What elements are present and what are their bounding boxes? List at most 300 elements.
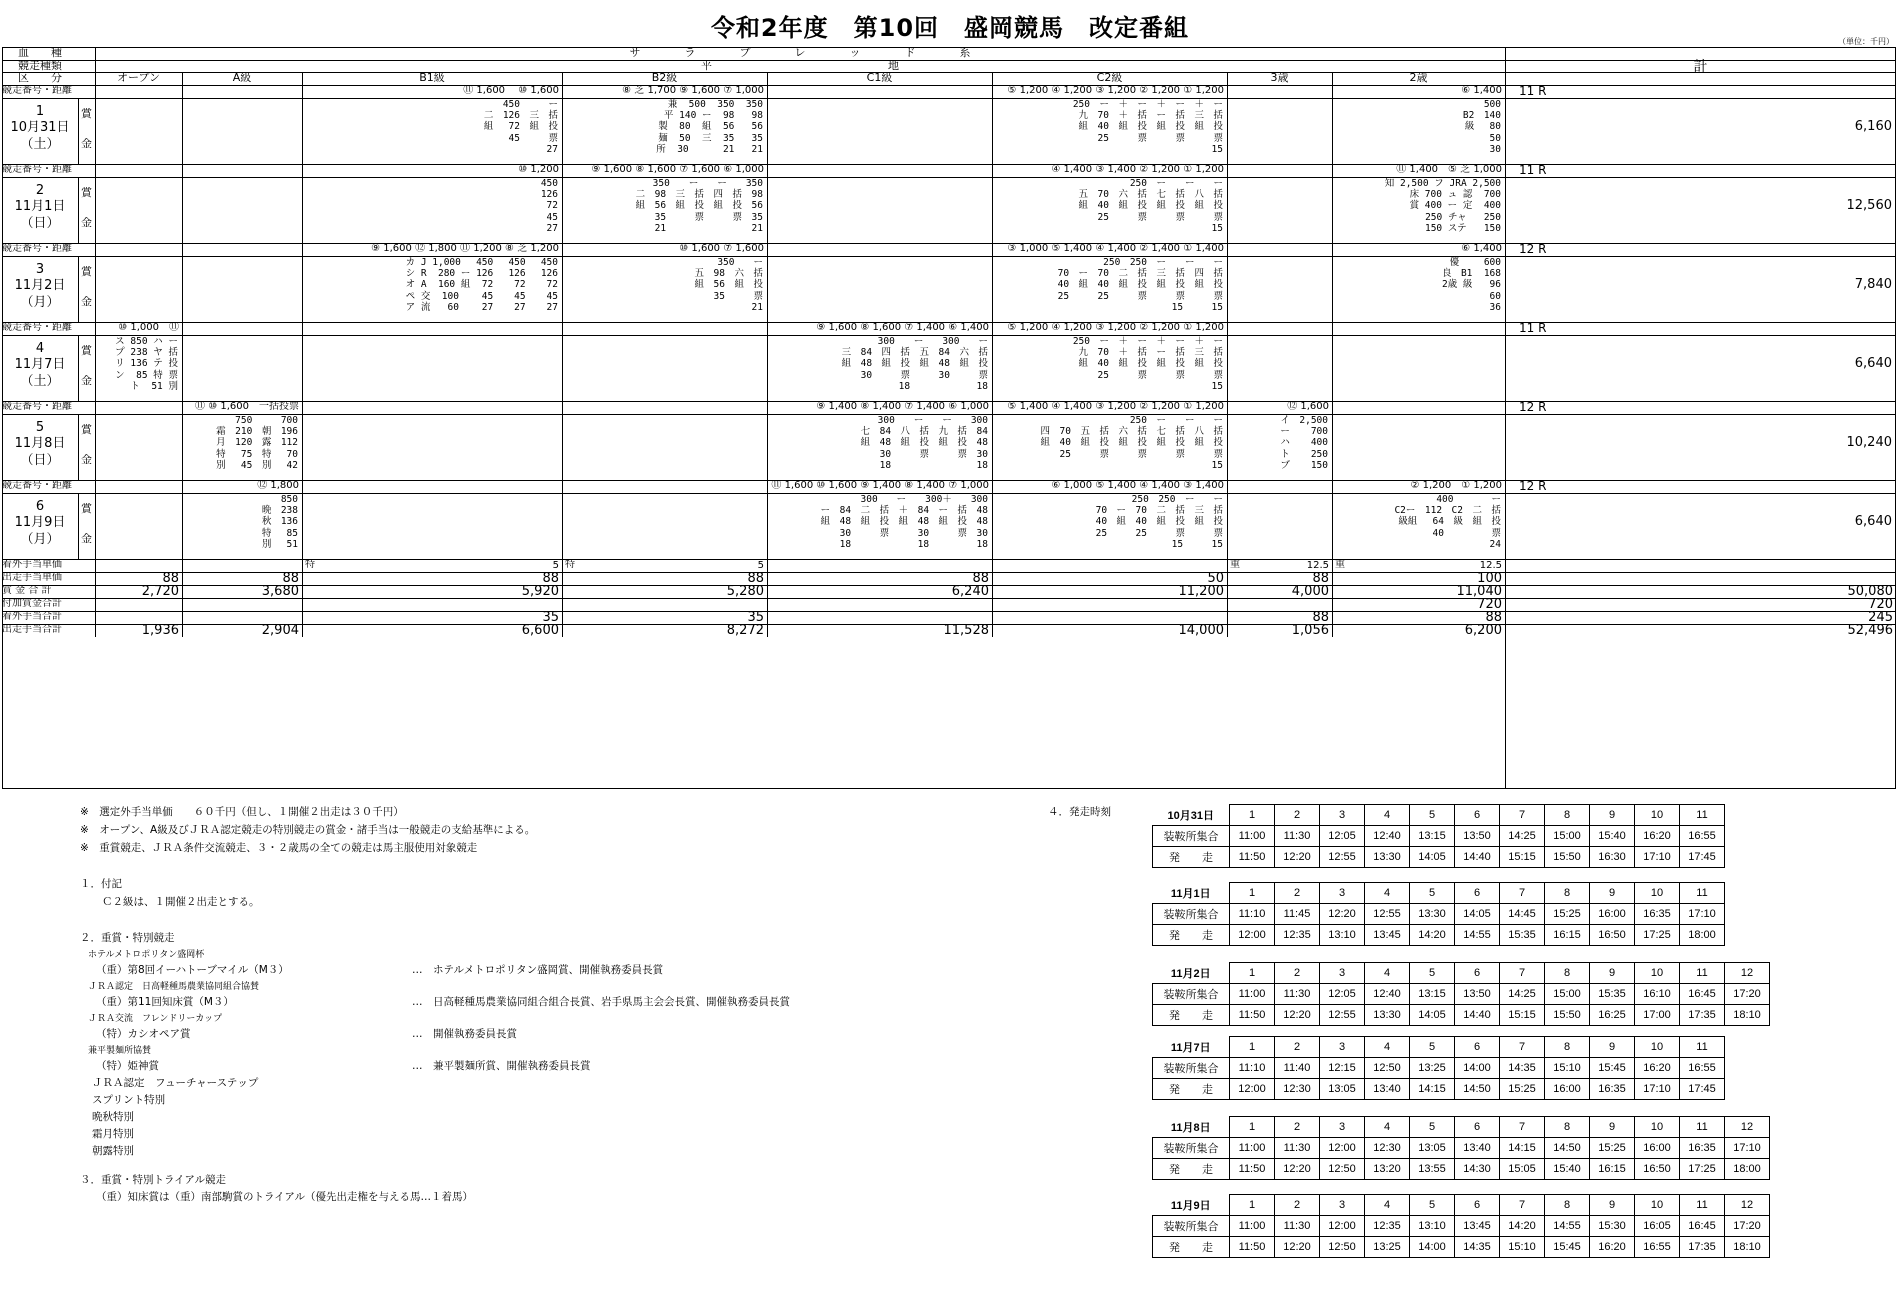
day-date: 11月1日 — [14, 199, 66, 215]
race-no-label: 競走番号・距離 — [2, 243, 72, 254]
race-distance-c1: ⑨ 1,600 ⑧ 1,600 ⑦ 1,400 ⑥ 1,400 — [816, 322, 989, 333]
time-cell: 11:00 — [1230, 984, 1275, 1005]
section-3: ３．重賞・特別トライアル競走 — [80, 1174, 226, 1186]
v-rule — [562, 322, 563, 401]
race-number: 6 — [1455, 1195, 1500, 1216]
race-number: 5 — [1410, 963, 1455, 984]
time-cell: 11:50 — [1230, 847, 1275, 868]
v-rule — [767, 559, 768, 572]
prize-breakdown-c2: 250 ー ー ー 五 70 六 括 七 括 八 括 組 40 組 投 組 投 組 投 25 票 票 票 15 — [1078, 178, 1223, 234]
summary-value-y3: 4,000 — [1291, 585, 1329, 598]
race-distance-c2: ⑤ 1,200 ④ 1,200 ③ 1,200 ② 1,200 ① 1,200 — [1007, 322, 1224, 333]
v-rule — [95, 480, 96, 559]
race-number: 8 — [1545, 1195, 1590, 1216]
prize-label: 賞 — [81, 266, 92, 278]
race-3: （特）カシオペア賞 — [96, 1028, 191, 1040]
class-header-y3: 3歳 — [1270, 72, 1289, 84]
race-number: 7 — [1500, 805, 1545, 826]
time-cell: 13:50 — [1455, 826, 1500, 847]
race-distance-c1: ⑨ 1,400 ⑧ 1,400 ⑦ 1,400 ⑥ 1,000 — [816, 401, 989, 412]
section-2: ２．重賞・特別競走 — [80, 932, 175, 944]
race-number: 2 — [1275, 1117, 1320, 1138]
v-rule — [767, 611, 768, 624]
time-cell: 13:05 — [1320, 1079, 1365, 1100]
type-value: 平 地 — [701, 60, 899, 72]
race-no-label: 競走番号・距離 — [2, 322, 72, 333]
time-cell: 15:10 — [1545, 1058, 1590, 1079]
race-number: 2 — [1275, 883, 1320, 904]
race-distance-b2: ⑧ 芝 1,700 ⑨ 1,600 ⑦ 1,000 — [622, 85, 764, 96]
race-number: 11 — [1680, 963, 1725, 984]
race-number: 5 — [1410, 1117, 1455, 1138]
time-row-label: 装鞍所集合 — [1153, 1216, 1230, 1237]
section-1: １．付記 — [80, 878, 122, 890]
v-rule — [767, 164, 768, 243]
race-number: 4 — [1365, 1117, 1410, 1138]
race-1: （重）第8回イーハトーブマイル（M３） — [96, 964, 289, 976]
race-number: 9 — [1590, 1117, 1635, 1138]
time-cell: 11:30 — [1275, 984, 1320, 1005]
class-header-y2: 2歳 — [1409, 72, 1428, 84]
time-cell: 11:30 — [1275, 1138, 1320, 1159]
time-cell: 12:50 — [1320, 1159, 1365, 1180]
time-cell: 12:50 — [1365, 1058, 1410, 1079]
race-number: 1 — [1230, 1195, 1275, 1216]
summary-value-c1: 11,528 — [943, 624, 989, 637]
time-cell: 12:40 — [1365, 826, 1410, 847]
summary-value-total: 720 — [1868, 598, 1893, 611]
time-cell: 16:10 — [1635, 984, 1680, 1005]
summary-value-y2: 100 — [1477, 572, 1502, 585]
time-cell: 17:10 — [1725, 1138, 1770, 1159]
v-rule — [1332, 401, 1333, 480]
prize-breakdown-a: 750 700 霜 210 朝 196 月 120 露 112 特 75 特 70 別 45 別 42 — [216, 415, 298, 471]
time-row-label: 発 走 — [1153, 1079, 1230, 1100]
v-rule — [182, 611, 183, 624]
time-cell: 15:05 — [1500, 1159, 1545, 1180]
race-number: 7 — [1500, 883, 1545, 904]
time-row-label: 発 走 — [1153, 847, 1230, 868]
time-cell: 13:45 — [1455, 1216, 1500, 1237]
class-header-c2: C2級 — [1096, 72, 1123, 84]
day-date: 11月7日 — [14, 357, 66, 373]
race-number: 9 — [1590, 1195, 1635, 1216]
summary-label: 付加賞金合計 — [2, 598, 62, 609]
race-schedule-table — [2, 47, 1896, 789]
time-cell: 18:10 — [1725, 1237, 1770, 1258]
time-cell: 16:55 — [1680, 1058, 1725, 1079]
race-count: 11 R — [1519, 164, 1547, 177]
race-number: 3 — [1320, 963, 1365, 984]
time-cell: 15:15 — [1500, 847, 1545, 868]
prize-breakdown-c1: 300 ー 300＋ 300 ー 84 二 括 ＋ 84 ー 括 48 組 48 組 投 組 48 組 投 48 30 票 30 票 30 18 18 18 — [820, 494, 988, 550]
race-number: 6 — [1455, 1037, 1500, 1058]
race-distance-c2: ④ 1,400 ③ 1,400 ② 1,200 ① 1,200 — [1051, 164, 1224, 175]
race-number: 4 — [1365, 963, 1410, 984]
v-rule — [1227, 243, 1228, 322]
race-number: 6 — [1455, 1117, 1500, 1138]
summary-value-y2: 12.5 — [1479, 560, 1502, 571]
v-rule — [767, 243, 768, 322]
time-cell: 16:45 — [1680, 984, 1725, 1005]
time-cell: 14:55 — [1545, 1216, 1590, 1237]
race-number: 3 — [1320, 1117, 1365, 1138]
day-number: 4 — [35, 341, 45, 356]
race-distance-c2: ⑤ 1,400 ④ 1,400 ③ 1,200 ② 1,200 ① 1,200 — [1007, 401, 1224, 412]
prize-breakdown-open: ス 850 ハ ー プ 238 ヤ 括 リ 136 テ 投 ン 85 特 票 ト 51 別 — [115, 336, 178, 392]
day-total: 6,640 — [1854, 357, 1892, 371]
v-rule — [95, 401, 96, 480]
day-number: 6 — [35, 499, 45, 514]
time-row-label: 装鞍所集合 — [1153, 826, 1230, 847]
time-cell: 13:20 — [1365, 1159, 1410, 1180]
time-cell: 18:10 — [1725, 1005, 1770, 1026]
prize-breakdown-c1: 300 ー 300 ー 三 84 四 括 五 84 六 括 組 48 組 投 組 48 組 投 30 票 30 票 18 18 — [841, 336, 988, 392]
race-4: （特）姫神賞 — [96, 1060, 159, 1072]
summary-label: 出走手当単価 — [2, 572, 62, 583]
time-cell: 16:05 — [1635, 1216, 1680, 1237]
race-number: 10 — [1635, 963, 1680, 984]
time-cell: 16:55 — [1635, 1237, 1680, 1258]
section-1-text: Ｃ２級は、１開催２出走とする。 — [102, 896, 260, 908]
day-number: 5 — [35, 420, 45, 435]
time-cell: 14:05 — [1410, 847, 1455, 868]
breed-value: サ ラ ブ レ ッ ド 系 — [629, 47, 971, 59]
summary-value-y2: 88 — [1485, 611, 1502, 624]
time-cell: 17:45 — [1680, 1079, 1725, 1100]
day-number: 1 — [35, 104, 45, 119]
class-header-b2: B2級 — [651, 72, 678, 84]
time-cell: 15:40 — [1545, 1159, 1590, 1180]
time-row-label: 装鞍所集合 — [1153, 904, 1230, 925]
summary-value-b1: 88 — [542, 572, 559, 585]
race-number: 5 — [1410, 1037, 1455, 1058]
race-number: 3 — [1320, 883, 1365, 904]
time-cell: 11:00 — [1230, 1216, 1275, 1237]
start-time-table — [1152, 1036, 1725, 1100]
time-cell: 13:10 — [1320, 925, 1365, 946]
class-header-b1: B1級 — [419, 72, 445, 84]
prize-label: 賞 — [81, 503, 92, 515]
prize-label: 賞 — [81, 187, 92, 199]
time-cell: 12:00 — [1320, 1138, 1365, 1159]
type-label: 競走種類 — [18, 60, 62, 72]
time-cell: 14:05 — [1455, 904, 1500, 925]
summary-value-y3: 1,056 — [1291, 624, 1329, 637]
time-cell: 14:05 — [1410, 1005, 1455, 1026]
race-number: 1 — [1230, 963, 1275, 984]
time-cell: 17:25 — [1680, 1159, 1725, 1180]
day-date: 11月9日 — [14, 515, 66, 531]
time-cell: 12:55 — [1320, 847, 1365, 868]
time-cell: 16:20 — [1590, 1237, 1635, 1258]
race-number: 7 — [1500, 1037, 1545, 1058]
summary-value-a: 3,680 — [261, 585, 299, 598]
time-cell: 12:40 — [1365, 984, 1410, 1005]
time-cell: 12:55 — [1365, 904, 1410, 925]
time-cell: 16:25 — [1590, 1005, 1635, 1026]
prize-label: 賞 — [81, 345, 92, 357]
time-cell: 12:05 — [1320, 984, 1365, 1005]
time-cell: 12:50 — [1320, 1237, 1365, 1258]
time-cell: 17:00 — [1635, 1005, 1680, 1026]
day-number: 3 — [35, 262, 45, 277]
summary-value-y3: 88 — [1312, 611, 1329, 624]
summary-prefix-b1: 特 — [305, 559, 315, 570]
prize-label: 賞 — [81, 108, 92, 120]
time-cell: 13:30 — [1410, 904, 1455, 925]
time-row-label: 発 走 — [1153, 1005, 1230, 1026]
summary-value-b1: 35 — [542, 611, 559, 624]
race-distance-c1: ⑪ 1,600 ⑩ 1,600 ⑨ 1,400 ⑧ 1,400 ⑦ 1,000 — [771, 480, 989, 491]
day-total: 12,560 — [1846, 199, 1892, 213]
time-cell: 13:30 — [1365, 1005, 1410, 1026]
table-date: 11月1日 — [1170, 887, 1211, 900]
race-distance-b2: ⑨ 1,600 ⑧ 1,600 ⑦ 1,600 ⑥ 1,000 — [591, 164, 764, 175]
notes-section — [0, 790, 1900, 1308]
time-cell: 16:30 — [1590, 847, 1635, 868]
time-cell: 18:00 — [1680, 925, 1725, 946]
race-number: 3 — [1320, 1195, 1365, 1216]
summary-prefix-y3: 重 — [1230, 559, 1240, 570]
prize-breakdown-c2: 250 ー ＋ ー ＋ ー ＋ ー 九 70 ＋ 括 ー 括 三 括 組 40 組 投 組 投 組 投 25 票 票 票 15 — [1072, 99, 1223, 155]
summary-value-c1: 88 — [972, 572, 989, 585]
start-time-table — [1152, 882, 1725, 946]
table-date: 11月8日 — [1170, 1121, 1211, 1134]
v-rule — [182, 164, 183, 243]
start-time-table — [1152, 962, 1770, 1026]
v-rule — [562, 480, 563, 559]
race-number: 9 — [1590, 883, 1635, 904]
time-cell: 11:30 — [1275, 1216, 1320, 1237]
race-distance-y2: ② 1,200 ① 1,200 — [1410, 480, 1502, 491]
v-rule — [182, 243, 183, 322]
time-cell: 14:50 — [1455, 1079, 1500, 1100]
race-number: 11 — [1680, 1117, 1725, 1138]
v-rule — [95, 164, 96, 243]
race-number: 10 — [1635, 1195, 1680, 1216]
time-cell: 13:25 — [1410, 1058, 1455, 1079]
summary-prefix-b2: 特 — [565, 559, 575, 570]
v-rule — [1227, 322, 1228, 401]
race-number: 1 — [1230, 883, 1275, 904]
prize-label: 賞 — [81, 424, 92, 436]
time-cell: 12:20 — [1275, 1237, 1320, 1258]
time-cell: 14:00 — [1410, 1237, 1455, 1258]
summary-label: 着外手当合計 — [2, 611, 62, 622]
day-label — [2, 499, 78, 559]
time-cell: 13:50 — [1455, 984, 1500, 1005]
sponsor-2: ＪＲＡ認定 日高軽種馬農業協同組合協賛 — [88, 982, 260, 992]
time-cell: 17:25 — [1635, 925, 1680, 946]
time-row-label: 装鞍所集合 — [1153, 1138, 1230, 1159]
time-cell: 14:55 — [1455, 925, 1500, 946]
note-2: ※ オープン、A級及びＪＲＡ認定競走の特別競走の賞金・諸手当は一般競走の支給基準による。 — [80, 824, 536, 836]
time-cell: 12:55 — [1320, 1005, 1365, 1026]
time-cell: 11:40 — [1275, 1058, 1320, 1079]
time-cell: 15:25 — [1590, 1138, 1635, 1159]
time-cell: 11:00 — [1230, 1138, 1275, 1159]
prize-breakdown-c2: 250 ー ＋ ー ＋ ー ＋ ー 九 70 ＋ 括 ー 括 三 括 組 40 組 投 組 投 組 投 25 票 票 票 15 — [1072, 336, 1223, 392]
race-number: 4 — [1365, 883, 1410, 904]
h-rule — [2, 256, 1896, 257]
prize-breakdown-c2: 250 250 ー ー ー 70 ー 70 二 括 三 括 四 括 40 組 40 組 投 組 投 組 投 25 25 票 票 票 15 15 — [1057, 257, 1223, 313]
time-cell: 11:10 — [1230, 904, 1275, 925]
sponsor-3: ＪＲＡ交流 フレンドリーカップ — [88, 1014, 223, 1024]
day-weekday: （月） — [20, 531, 60, 547]
race-number: 11 — [1680, 805, 1725, 826]
race-number: 5 — [1410, 1195, 1455, 1216]
h-rule — [2, 177, 1896, 178]
class-header-open: オープン — [116, 72, 160, 84]
day-weekday: （土） — [20, 373, 60, 389]
time-cell: 11:00 — [1230, 826, 1275, 847]
time-cell: 13:10 — [1410, 1216, 1455, 1237]
race-distance-y2: ⑪ 1,400 ⑤ 芝 1,000 — [1396, 164, 1502, 175]
race-number: 11 — [1680, 1037, 1725, 1058]
race-number: 7 — [1500, 1195, 1545, 1216]
race-number: 12 — [1725, 1117, 1770, 1138]
prize-breakdown-y2: 知 2,500 フ JRA 2,500 床 700 ュ 認 700 賞 400 ー 定 400 250 チャ 250 150 ステ 150 — [1384, 178, 1501, 234]
start-time-table — [1152, 1194, 1770, 1258]
summary-label: 賞 金 合 計 — [2, 585, 52, 596]
time-cell: 14:30 — [1455, 1159, 1500, 1180]
v-rule — [182, 559, 183, 572]
table-date: 11月9日 — [1170, 1199, 1211, 1212]
day-number: 2 — [35, 183, 45, 198]
time-cell: 12:30 — [1275, 1079, 1320, 1100]
time-cell: 13:15 — [1410, 984, 1455, 1005]
summary-value-c1: 6,240 — [951, 585, 989, 598]
summary-prefix-y2: 重 — [1335, 559, 1345, 570]
race-number: 6 — [1455, 963, 1500, 984]
race-number: 8 — [1545, 883, 1590, 904]
time-cell: 16:20 — [1635, 826, 1680, 847]
race-number: 8 — [1545, 805, 1590, 826]
v-rule — [95, 598, 96, 611]
time-cell: 14:35 — [1500, 1058, 1545, 1079]
race-number: 5 — [1410, 883, 1455, 904]
race-number: 12 — [1725, 963, 1770, 984]
time-cell: 15:15 — [1500, 1005, 1545, 1026]
race-distance-a: ⑫ 1,800 — [257, 480, 299, 491]
summary-value-c2: 50 — [1207, 572, 1224, 585]
time-cell: 16:00 — [1545, 1079, 1590, 1100]
page-title: 令和2年度 第10回 盛岡競馬 改定番組 — [710, 14, 1190, 42]
summary-value-open: 88 — [162, 572, 179, 585]
table-date: 11月7日 — [1170, 1041, 1211, 1054]
table-date: 11月2日 — [1170, 967, 1211, 980]
v-rule — [302, 480, 303, 559]
race-count: 12 R — [1519, 401, 1547, 414]
race-number: 1 — [1230, 805, 1275, 826]
day-label — [2, 183, 78, 243]
time-cell: 16:00 — [1590, 904, 1635, 925]
summary-value-b2: 88 — [747, 572, 764, 585]
time-cell: 13:15 — [1410, 826, 1455, 847]
summary-value-b2: 8,272 — [726, 624, 764, 637]
race-number: 10 — [1635, 1117, 1680, 1138]
time-cell: 17:35 — [1680, 1005, 1725, 1026]
time-cell: 16:35 — [1590, 1079, 1635, 1100]
money-label: 金 — [81, 217, 92, 229]
race-number: 6 — [1455, 883, 1500, 904]
race-no-label: 競走番号・距離 — [2, 401, 72, 412]
time-cell: 14:25 — [1500, 984, 1545, 1005]
race-count: 12 R — [1519, 243, 1547, 256]
time-cell: 11:50 — [1230, 1159, 1275, 1180]
race-number: 4 — [1365, 1195, 1410, 1216]
class-header-c1: C1級 — [866, 72, 893, 84]
v-rule — [767, 85, 768, 164]
start-time-table — [1152, 1116, 1770, 1180]
summary-value-total: 52,496 — [1847, 624, 1893, 637]
race-distance-b1: ⑪ 1,600 ⑩ 1,600 — [463, 85, 559, 96]
race-number: 8 — [1545, 1037, 1590, 1058]
time-cell: 15:45 — [1545, 1237, 1590, 1258]
prize-breakdown-y2: 優 600 良 B1 168 2歳 級 96 60 36 — [1441, 257, 1501, 313]
v-rule — [302, 322, 303, 401]
day-date: 11月8日 — [14, 436, 66, 452]
summary-value-b2: 35 — [747, 611, 764, 624]
time-cell: 13:55 — [1410, 1159, 1455, 1180]
prize-breakdown-y2: 500 B2 140 級 80 50 30 — [1462, 99, 1501, 155]
time-cell: 12:20 — [1320, 904, 1365, 925]
prize-breakdown-y3: イ 2,500 ー 700 ハ 400 ト 250 ブ 150 — [1280, 415, 1328, 471]
v-rule — [562, 598, 563, 611]
v-rule — [992, 72, 993, 85]
time-cell: 15:45 — [1590, 1058, 1635, 1079]
time-cell: 14:00 — [1455, 1058, 1500, 1079]
race-no-label: 競走番号・距離 — [2, 480, 72, 491]
v-rule — [767, 72, 768, 85]
time-cell: 14:35 — [1455, 1237, 1500, 1258]
race-distance-b2: ⑩ 1,600 ⑦ 1,600 — [679, 243, 764, 254]
v-rule — [1227, 598, 1228, 611]
time-cell: 16:15 — [1545, 925, 1590, 946]
summary-value-c2: 14,000 — [1178, 624, 1224, 637]
race-distance-c2: ⑥ 1,000 ⑤ 1,400 ④ 1,400 ③ 1,400 — [1051, 480, 1224, 491]
v-rule — [95, 559, 96, 572]
race-number: 11 — [1680, 883, 1725, 904]
prize-breakdown-b1: カ J 1,000 450 450 450 シ R 280 ー 126 126 126 オ A 160 組 72 72 72 ペ 交 100 45 45 45 ア 流 60 27 27 27 — [405, 257, 558, 313]
race-number: 4 — [1365, 1037, 1410, 1058]
time-cell: 11:30 — [1275, 826, 1320, 847]
time-cell: 12:15 — [1320, 1058, 1365, 1079]
total-header: 計 — [1693, 59, 1708, 75]
race-number: 10 — [1635, 805, 1680, 826]
h-rule — [2, 98, 1896, 99]
summary-value-b2: 5 — [757, 560, 764, 571]
time-cell: 16:15 — [1590, 1159, 1635, 1180]
summary-value-a: 2,904 — [261, 624, 299, 637]
sponsor-4: 兼平製麺所協賛 — [88, 1046, 152, 1056]
time-cell: 16:20 — [1635, 1058, 1680, 1079]
time-cell: 16:35 — [1680, 1138, 1725, 1159]
time-cell: 16:35 — [1635, 904, 1680, 925]
day-date: 10月31日 — [10, 120, 70, 136]
day-label — [2, 104, 78, 164]
summary-value-b1: 6,600 — [521, 624, 559, 637]
day-total: 10,240 — [1846, 436, 1892, 450]
breed-label: 血 種 — [18, 47, 62, 59]
v-rule — [1227, 480, 1228, 559]
race-number: 2 — [1275, 963, 1320, 984]
time-cell: 14:40 — [1455, 1005, 1500, 1026]
day-label — [2, 341, 78, 401]
time-cell: 11:50 — [1230, 1005, 1275, 1026]
summary-value-total: 245 — [1868, 611, 1893, 624]
